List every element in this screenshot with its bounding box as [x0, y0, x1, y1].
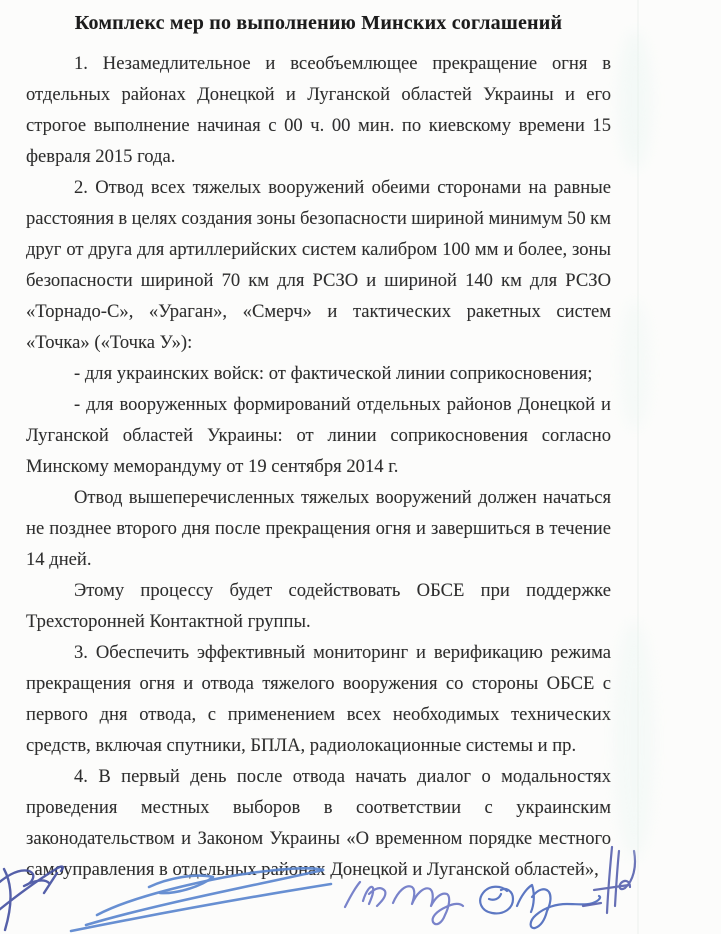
document-body: [26, 48, 611, 885]
signature-middle-ink: [345, 882, 463, 924]
text-line: безопасности шириной 70 км для РСЗО и шириной 140 км для РСЗО: [26, 270, 611, 291]
text-line: - для вооруженных формирований отдельных районов Донецкой и: [74, 394, 611, 415]
text-line: - для украинских войск: от фактической линии соприкосновения;: [74, 363, 593, 384]
text-line: первого дня отвода, с применением всех необходимых технических: [26, 704, 611, 725]
text-line: строгое выполнение начиная с 00 ч. 00 мин. по киевскому времени 15: [26, 115, 611, 136]
text-line: Этому процессу будет содействовать ОБСЕ при поддержке: [74, 580, 611, 601]
text-line: друг от друга для артиллерийских систем калибром 100 мм и более, зоны: [26, 239, 611, 260]
scan-tint-blob: [618, 30, 652, 170]
scan-tint-blob: [614, 620, 654, 860]
text-line: прекращения огня и отвода тяжелого вооружения со стороны ОБСЕ с: [26, 673, 611, 694]
text-line: не позднее второго дня после прекращения огня и завершиться в течение: [26, 518, 611, 539]
text-line: Луганской областей Украины: от линии соприкосновения согласно: [26, 425, 611, 446]
text-line: средств, включая спутники, БПЛА, радиолокационные системы и пр.: [26, 735, 577, 756]
text-line: 4. В первый день после отвода начать диалог о модальностях: [74, 766, 611, 787]
text-line: 14 дней.: [26, 549, 92, 570]
signature-circled-ink: [480, 885, 600, 928]
text-line: отдельных районах Донецкой и Луганской областей Украины и его: [26, 84, 611, 105]
text-line: расстояния в целях создания зоны безопасности шириной минимум 50 км: [26, 208, 611, 229]
text-line: 3. Обеспечить эффективный мониторинг и верификацию режима: [74, 642, 611, 663]
text-line: 2. Отвод всех тяжелых вооружений обеими сторонами на равные: [74, 177, 611, 198]
text-line: «Торнадо-С», «Ураган», «Смерч» и тактических ракетных систем: [26, 301, 611, 322]
text-line: самоуправления в отдельных районах Донецкой и Луганской областей»,: [26, 859, 599, 880]
text-line: Отвод вышеперечисленных тяжелых вооружений должен начаться: [74, 487, 611, 508]
text-line: Трехсторонней Контактной группы.: [26, 611, 311, 632]
text-line: Минскому меморандуму от 19 сентября 2014 г.: [26, 456, 399, 477]
text-line: проведения местных выборов в соответствии с украинским: [26, 797, 611, 818]
text-line: законодательством и Законом Украины «О временном порядке местного: [26, 828, 611, 849]
text-line: «Точка» («Точка У»):: [26, 332, 193, 353]
scan-tint-blob: [620, 300, 650, 430]
document-title: Комплекс мер по выполнению Минских соглашений: [74, 12, 563, 34]
text-line: февраля 2015 года.: [26, 146, 176, 167]
text-line: 1. Незамедлительное и всеобъемлющее прекращение огня в: [74, 53, 611, 74]
